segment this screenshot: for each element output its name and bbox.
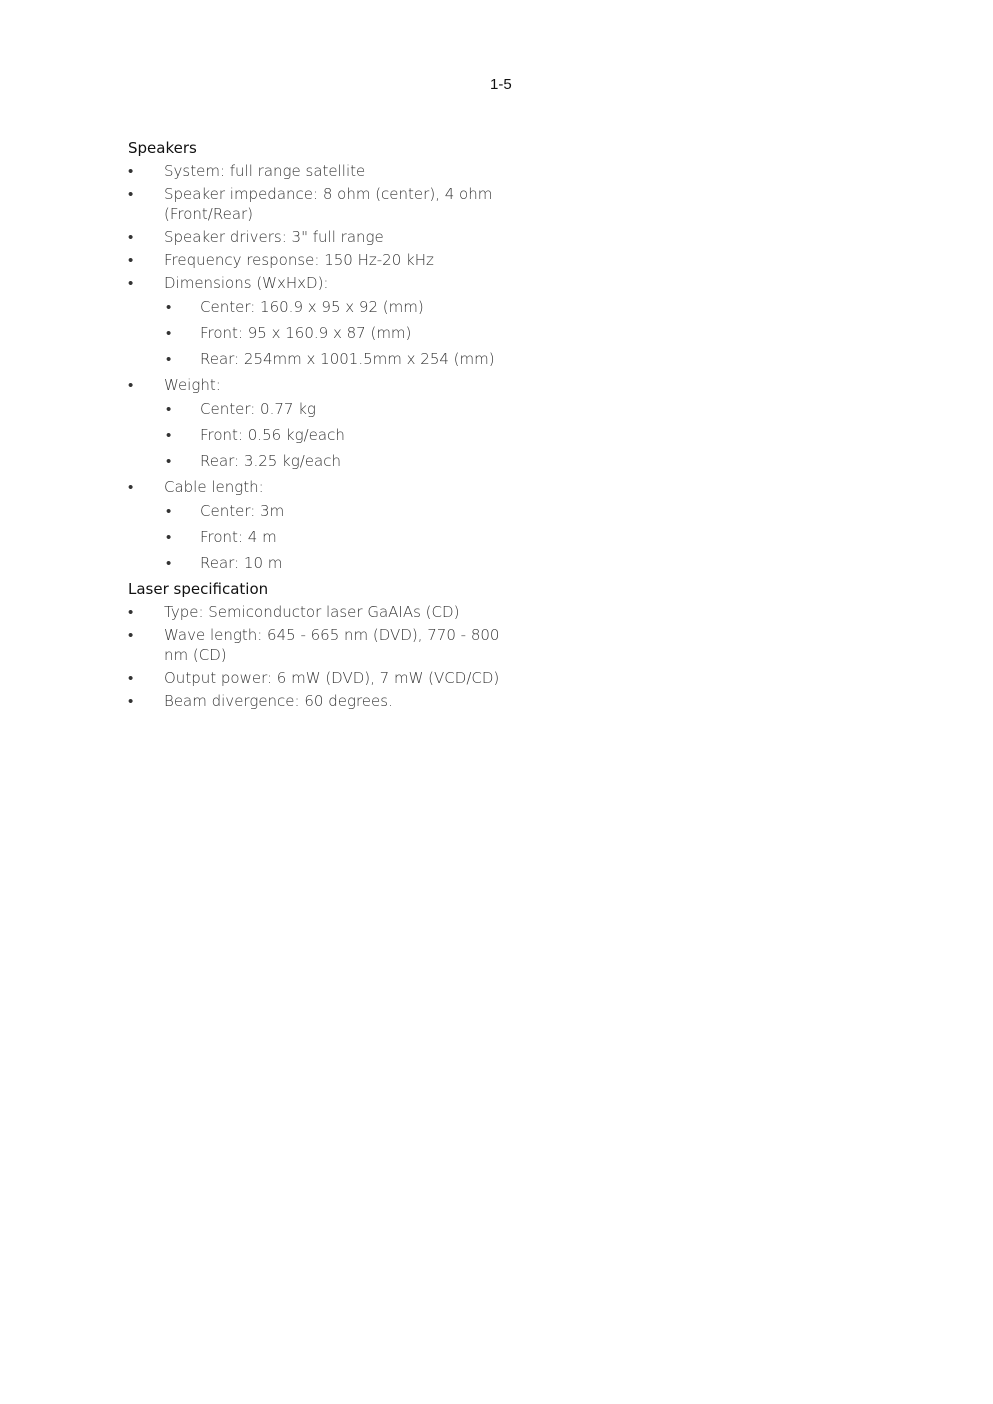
list-item (128, 691, 508, 711)
list-item-text: Frequency response: 150 Hz-20 kHz (164, 251, 434, 269)
sub-list-item: • Center: 3m (164, 501, 508, 521)
list-item-text: Beam divergence: 60 degrees. (164, 692, 393, 710)
list-item-text: Cable length: (164, 478, 264, 496)
sub-list-item: • Center: 0.77 kg (164, 399, 508, 419)
list-item-text: Type: Semiconductor laser GaAIAs (CD) (164, 603, 460, 621)
speakers-heading: Speakers (128, 139, 197, 157)
sub-list-item: • Front: 0.56 kg/each (164, 425, 508, 445)
list-item (128, 625, 508, 665)
list-item (128, 375, 508, 471)
laser-list (128, 602, 508, 711)
page-number: 1-5 (490, 76, 512, 93)
sub-list-item: • Front: 4 m (164, 527, 508, 547)
dimensions-sublist (164, 297, 508, 369)
list-item-text: Speaker impedance: 8 ohm (center), 4 ohm (Front/Rear) (164, 185, 493, 223)
list-item-text: Weight: (164, 376, 221, 394)
list-item-text: Dimensions (WxHxD): (164, 274, 329, 292)
sub-list-item: • Center: 160.9 x 95 x 92 (mm) (164, 297, 508, 317)
list-item (128, 477, 508, 573)
speakers-list (128, 161, 508, 573)
list-item-text: Wave length: 645 - 665 nm (DVD), 770 - 800 nm (CD) (164, 626, 500, 664)
list-item (128, 668, 508, 688)
spec-content (128, 138, 508, 714)
list-item-text: Output power: 6 mW (DVD), 7 mW (VCD/CD) (164, 669, 500, 687)
list-item-text: System: full range satellite (164, 162, 366, 180)
list-item (128, 161, 508, 181)
list-item (128, 602, 508, 622)
list-item-text: Speaker drivers: 3" full range (164, 228, 384, 246)
weight-sublist (164, 399, 508, 471)
cable-length-sublist (164, 501, 508, 573)
list-item (128, 184, 508, 224)
sub-list-item: • Rear: 254mm x 1001.5mm x 254 (mm) (164, 349, 508, 369)
laser-heading: Laser specification (128, 580, 269, 598)
sub-list-item: • Rear: 10 m (164, 553, 508, 573)
sub-list-item: • Rear: 3.25 kg/each (164, 451, 508, 471)
list-item (128, 250, 508, 270)
sub-list-item: • Front: 95 x 160.9 x 87 (mm) (164, 323, 508, 343)
list-item (128, 273, 508, 369)
list-item (128, 227, 508, 247)
